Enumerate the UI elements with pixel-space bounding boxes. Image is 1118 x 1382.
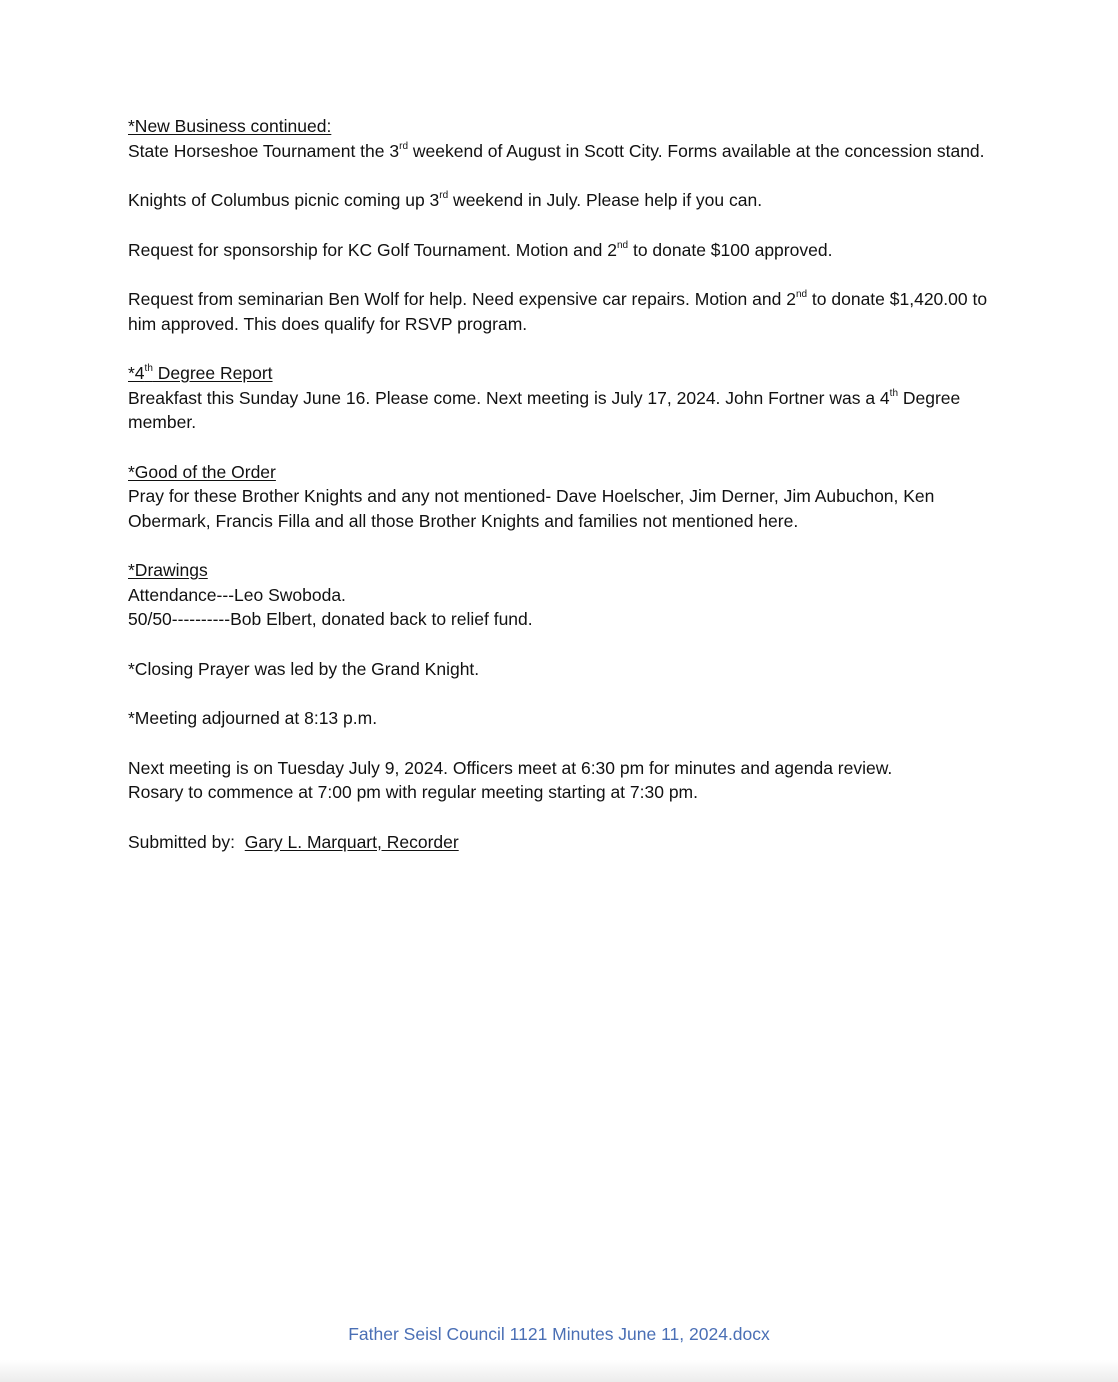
document-footer-filename: Father Seisl Council 1121 Minutes June 11, 2024.docx — [348, 1324, 770, 1344]
submitted-by — [128, 830, 988, 855]
new-business-heading: *New Business continued: — [128, 116, 332, 136]
document-page — [128, 114, 988, 879]
next-meeting-line1: Next meeting is on Tuesday July 9, 2024. Officers meet at 6:30 pm for minutes and agenda review. — [128, 757, 893, 778]
next-meeting-line2: Rosary to commence at 7:00 pm with regular meeting starting at 7:30 pm. — [128, 782, 698, 802]
bottom-shadow — [0, 1360, 1118, 1382]
drawings-attendance: Attendance---Leo Swoboda. — [128, 584, 346, 605]
meeting-adjourned: *Meeting adjourned at 8:13 p.m. — [128, 708, 378, 728]
good-of-order-section — [128, 460, 988, 534]
seminarian-request-item: Request from seminarian Ben Wolf for help. Need expensive car repairs. Motion and 2nd to donate $1,420.00 to him approved. This does qualify for RSVP program. — [128, 289, 988, 334]
next-meeting-section — [128, 756, 988, 805]
drawings-section — [128, 558, 988, 632]
good-of-order-heading: *Good of the Order — [128, 461, 276, 482]
fourth-degree-body: Breakfast this Sunday June 16. Please come. Next meeting is July 17, 2024. John Fortner was a 4th Degree member. — [128, 387, 961, 432]
drawings-heading: *Drawings — [128, 560, 208, 580]
horseshoe-tournament-item: State Horseshoe Tournament the 3rd weekend of August in Scott City. Forms available at the concession stand. — [128, 140, 985, 161]
drawings-fifty-fifty: 50/50----------Bob Elbert, donated back to relief fund. — [128, 609, 533, 629]
fourth-degree-heading: *4th Degree Report — [128, 363, 273, 383]
new-business-section — [128, 114, 988, 163]
recorder-name: Gary L. Marquart, Recorder — [244, 831, 459, 852]
closing-prayer: *Closing Prayer was led by the Grand Knight. — [128, 658, 480, 679]
submitted-label: Submitted by: — [128, 831, 245, 852]
fourth-degree-section — [128, 361, 988, 435]
kc-picnic-item: Knights of Columbus picnic coming up 3rd weekend in July. Please help if you can. — [128, 190, 763, 210]
good-of-order-body: Pray for these Brother Knights and any not mentioned- Dave Hoelscher, Jim Derner, Jim Aubuchon, Ken Obermark, Francis Filla and all those Brother Knights and families not mentioned here. — [128, 486, 935, 531]
golf-sponsorship-item: Request for sponsorship for KC Golf Tournament. Motion and 2nd to donate $100 approved. — [128, 239, 833, 260]
